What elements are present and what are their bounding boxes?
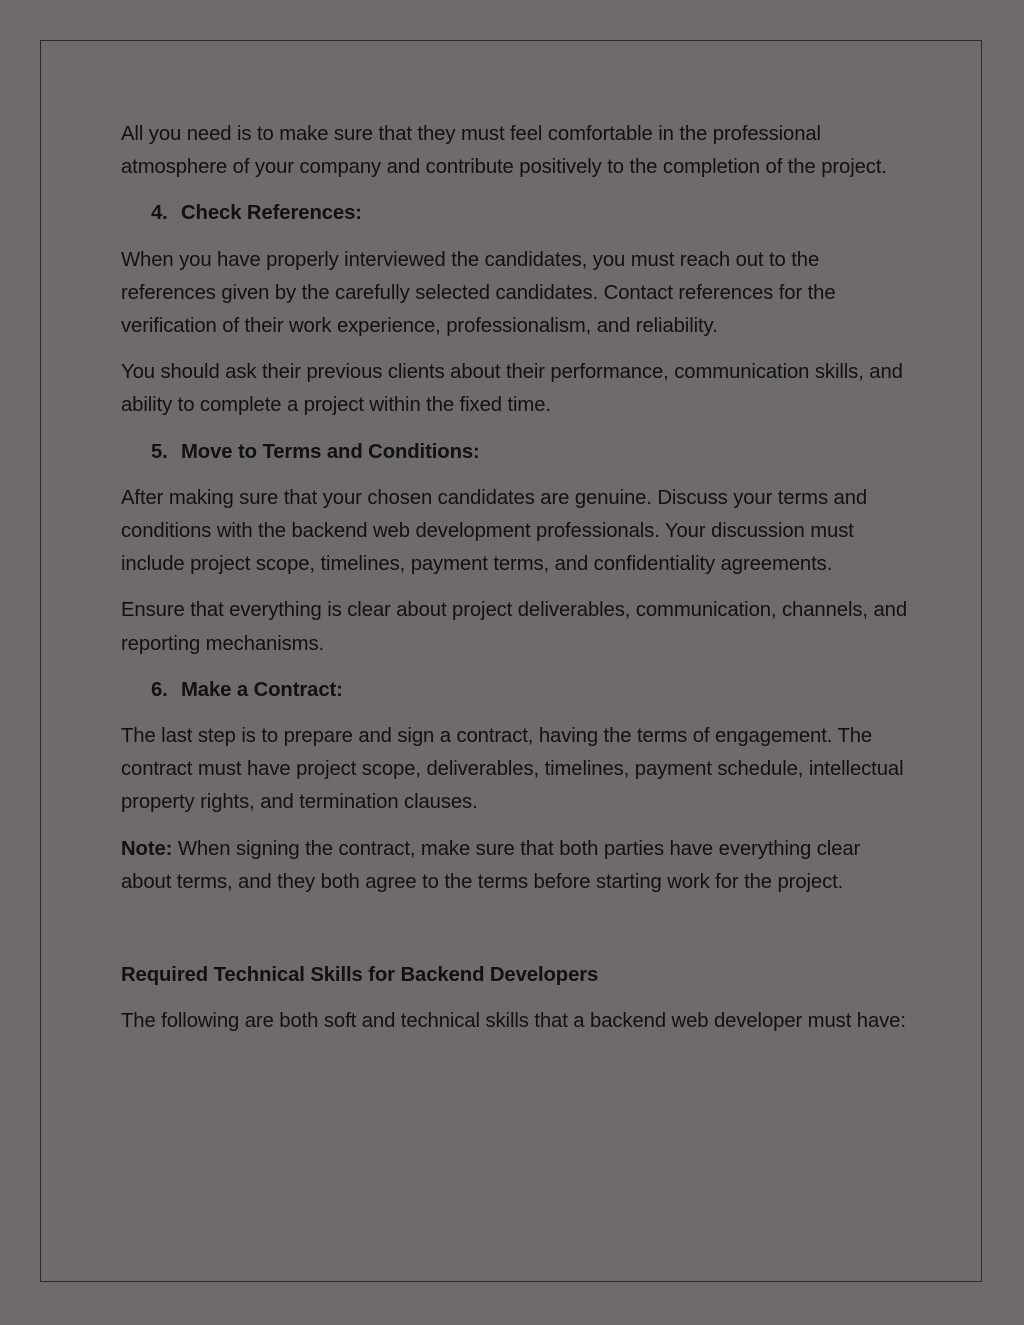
note-text: When signing the contract, make sure that both parties have everything clear about terms, and they both agree to the terms before starting work for the project. xyxy=(121,837,861,893)
contract-paragraph: The last step is to prepare and sign a contract, having the terms of engagement. The contract must have project scope, deliverables, timelines, payment schedule, intellectual property rights, and termination clauses. xyxy=(121,725,904,814)
step-6-number: 6. xyxy=(151,678,168,701)
section-title: Required Technical Skills for Backend Developers xyxy=(121,964,599,987)
document-body xyxy=(121,118,911,1051)
step-6-heading xyxy=(121,674,911,707)
step-4-heading xyxy=(121,197,911,230)
step-5-title: Move to Terms and Conditions: xyxy=(181,440,480,463)
step-4-number: 4. xyxy=(151,202,168,225)
skills-intro-paragraph: The following are both soft and technical skills that a backend web developer must have: xyxy=(121,1010,906,1033)
intro-paragraph: All you need is to make sure that they must feel comfortable in the professional atmosphere of your company and contribute positively to the completion of the project. xyxy=(121,123,887,179)
terms-paragraph: After making sure that your chosen candidates are genuine. Discuss your terms and conditions with the backend web development professionals. Your discussion must include project scope, timelines, payment terms, and confidentiality agreements. xyxy=(121,486,868,576)
note-label: Note: xyxy=(121,837,173,860)
step-6-title: Make a Contract: xyxy=(181,678,343,701)
note-paragraph xyxy=(121,833,911,899)
step-5-number: 5. xyxy=(151,440,168,463)
previous-clients-paragraph: You should ask their previous clients about their performance, communication skills, and ability to complete a project within the fixed time. xyxy=(121,361,903,417)
step-5-heading xyxy=(121,436,911,469)
references-paragraph: When you have properly interviewed the candidates, you must reach out to the references given by the carefully selected candidates. Contact references for the verification of their work experience, professionalism, and reliability. xyxy=(121,248,836,338)
deliverables-paragraph: Ensure that everything is clear about project deliverables, communication, channels, and reporting mechanisms. xyxy=(121,599,907,655)
step-4-title: Check References: xyxy=(181,202,362,225)
